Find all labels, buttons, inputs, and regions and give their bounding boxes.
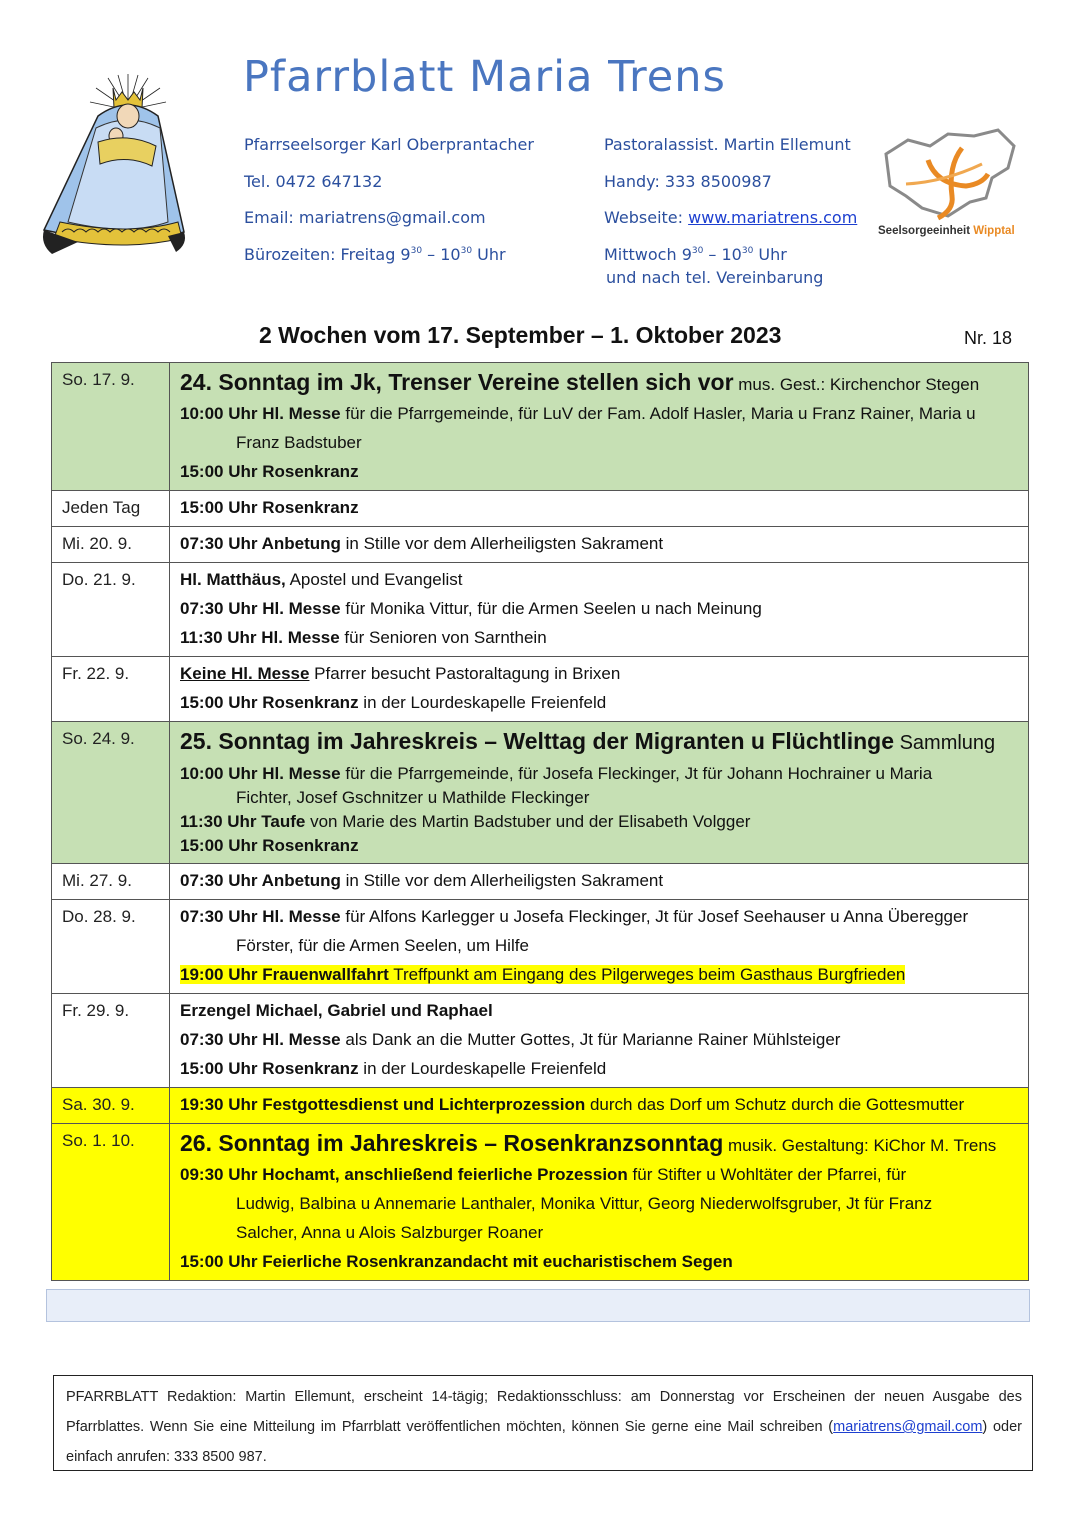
row-date: So. 1. 10. [52,1124,170,1281]
row-date: So. 24. 9. [52,722,170,864]
row-content: 15:00 Uhr Rosenkranz [170,491,1029,527]
footer-note: PFARRBLATT Redaktion: Martin Ellemunt, erscheint 14-tägig; Redaktionsschluss: am Donnerstag vor Erscheinen der neuen Ausgabe des Pfarrblattes. Wenn Sie eine Mitteilung im Pfarrblatt veröffentlichen möchten, können Sie gerne eine Mail schreiben (mariatrens@gmail.com) oder einfach anrufen: 333 8500 987. [53,1375,1033,1471]
issue-number: Nr. 18 [964,328,1013,348]
table-row [52,491,1029,527]
row-date: Fr. 29. 9. [52,994,170,1088]
svg-text:Seelsorgeeinheit Wipptal: Seelsorgeeinheit Wipptal [878,225,1015,237]
row-content: 07:30 Uhr Hl. Messe für Alfons Karlegger u Josefa Fleckinger, Jt für Josef Seehauser u Anna Überegger Förster, für die Armen Seelen, um Hilfe 19:00 Uhr Frauenwallfahrt Treffpunkt am Eingang des Pilgerweges beim Gasthaus Burgfrieden [170,900,1029,994]
row-content: 19:30 Uhr Festgottesdienst und Lichterprozession durch das Dorf um Schutz durch die Gottesmutter [170,1088,1029,1124]
row-date: Mi. 20. 9. [52,527,170,563]
row-content: 07:30 Uhr Anbetung in Stille vor dem Allerheiligsten Sakrament [170,864,1029,900]
page-title: Pfarrblatt Maria Trens [243,52,726,102]
row-content: Hl. Matthäus, Apostel und Evangelist 07:30 Uhr Hl. Messe für Monika Vittur, für die Armen Seelen u nach Meinung 11:30 Uhr Hl. Messe für Senioren von Sarnthein [170,563,1029,657]
divider-bar [46,1289,1030,1322]
row-content: 24. Sonntag im Jk, Trenser Vereine stellen sich vor mus. Gest.: Kirchenchor Stegen 10:00 Uhr Hl. Messe für die Pfarrgemeinde, für LuV der Fam. Adolf Hasler, Maria u Franz Rainer, Maria u Franz Badstuber 15:00 Uhr Rosenkranz [170,363,1029,491]
row-content: 26. Sonntag im Jahreskreis – Rosenkranzsonntag musik. Gestaltung: KiChor M. Trens 09:30 Uhr Hochamt, anschließend feierliche Prozession für Stifter u Wohltäter der Pfarrei, für Ludwig, Balbina u Annemarie Lanthaler, Monika Vittur, Georg Niederwolfsgruber, Jt für Franz Salcher, Anna u Alois Salzburger Roaner 15:00 Uhr Feierliche Rosenkranzandacht mit eucharistischem Segen [170,1124,1029,1281]
table-row [52,864,1029,900]
row-date: Sa. 30. 9. [52,1088,170,1124]
table-row [52,1088,1029,1124]
row-date: Mi. 27. 9. [52,864,170,900]
table-row [52,363,1029,491]
table-row [52,657,1029,722]
table-row [52,1124,1029,1281]
table-row [52,994,1029,1088]
highlighted-event: 19:00 Uhr Frauenwallfahrt Treffpunkt am Eingang des Pilgerweges beim Gasthaus Burgfrieden [180,965,906,984]
row-date: Fr. 22. 9. [52,657,170,722]
mobile-phone: Handy: 333 8500987 [604,172,772,191]
row-content: 07:30 Uhr Anbetung in Stille vor dem Allerheiligsten Sakrament [170,527,1029,563]
table-row [52,527,1029,563]
table-row [52,563,1029,657]
madonna-illustration [38,72,188,258]
assistant-name: Pastoralassist. Martin Ellemunt [604,135,851,154]
email-address[interactable]: Email: mariatrens@gmail.com [244,208,486,227]
date-range-heading: 2 Wochen vom 17. September – 1. Oktober 2023 [259,322,782,348]
office-hours: Bürozeiten: Freitag $9^{30} - 10^{30}$ Uhr [244,245,506,264]
table-row [52,900,1029,994]
table-row [52,722,1029,864]
website-link[interactable]: www.mariatrens.com [688,208,858,227]
row-date: Jeden Tag [52,491,170,527]
website: Webseite: www.mariatrens.com [604,208,858,227]
telephone: Tel. 0472 647132 [244,172,383,191]
assistant-hours: Mittwoch $9^{30} - 10^{30}$ Uhr [604,245,787,264]
row-date: So. 17. 9. [52,363,170,491]
pastor-name: Pfarrseelsorger Karl Oberprantacher [244,135,534,154]
schedule-table [51,362,1029,1281]
seelsorgeeinheit-logo [878,126,1018,241]
row-date: Do. 28. 9. [52,900,170,994]
row-date: Do. 21. 9. [52,563,170,657]
row-content: Erzengel Michael, Gabriel und Raphael 07:30 Uhr Hl. Messe als Dank an die Mutter Gottes, Jt für Marianne Rainer Mühlsteiger 15:00 Uhr Rosenkranz in der Lourdeskapelle Freienfeld [170,994,1029,1088]
row-content: 25. Sonntag im Jahreskreis – Welttag der Migranten u Flüchtlinge Sammlung 10:00 Uhr Hl. Messe für die Pfarrgemeinde, für Josefa Fleckinger, Jt für Johann Hochrainer u Maria Fichter, Josef Gschnitzer u Mathilde Fleckinger 11:30 Uhr Taufe von Marie des Martin Badstuber und der Elisabeth Volgger 15:00 Uhr Rosenkranz [170,722,1029,864]
row-content: Keine Hl. Messe Pfarrer besucht Pastoraltagung in Brixen 15:00 Uhr Rosenkranz in der Lourdeskapelle Freienfeld [170,657,1029,722]
footer-email-link[interactable]: mariatrens@gmail.com [833,1419,983,1435]
appointment-note: und nach tel. Vereinbarung [606,268,824,287]
